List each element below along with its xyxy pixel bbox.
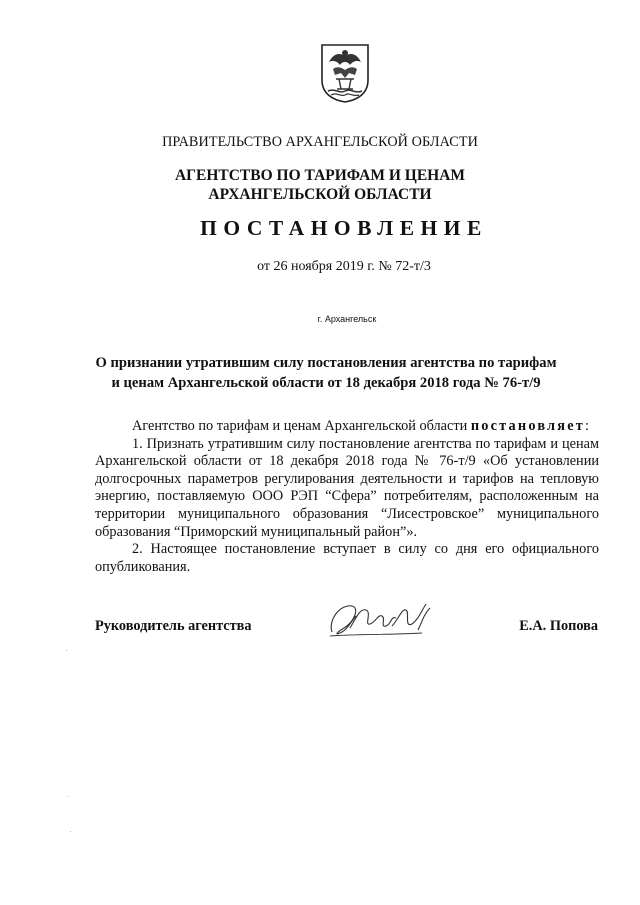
agency-name-line2: АРХАНГЕЛЬСКОЙ ОБЛАСТИ [208, 186, 432, 203]
document-date-number: от 26 ноября 2019 г. № 72-т/3 [257, 259, 431, 274]
document-body [95, 418, 599, 576]
government-name: ПРАВИТЕЛЬСТВО АРХАНГЕЛЬСКОЙ ОБЛАСТИ [162, 134, 478, 150]
preamble-colon: : [584, 418, 589, 434]
scan-speck [66, 650, 67, 651]
handwritten-signature [326, 598, 436, 640]
preamble-text: Агентство по тарифам и ценам Архангельской области [132, 418, 471, 434]
agency-name-line1: АГЕНТСТВО ПО ТАРИФАМ И ЦЕНАМ [174, 167, 466, 184]
item-1: 1. Признать утратившим силу постановление агентства по тарифам и ценам Архангельской области от 18 декабря 2018 года № 76-т/9 «Об установлении долгосрочных параметров регулирования деятельности и тарифов на тепловую энергию, поставляемую ООО РЭП “Сфера” потребителям, расположенным на территории муниципального образования “Лисестровское” муниципального образования “Приморский муниципальный район”». [95, 435, 599, 540]
document-title-line2: и ценам Архангельской области от 18 декабря 2018 года № 76-т/9 [111, 375, 541, 391]
document-city: г. Архангельск [317, 314, 377, 324]
coat-of-arms-icon [319, 42, 371, 104]
document-title-line1: О признании утратившим силу постановления агентства по тарифам [95, 355, 557, 371]
document-type: ПОСТАНОВЛЕНИЕ [200, 216, 488, 240]
item-2: 2. Настоящее постановление вступает в силу со дня его официального опубликования. [95, 541, 599, 575]
signatory-name: Е.А. Попова [519, 618, 598, 634]
document-title [0, 353, 640, 393]
signatory-position: Руководитель агентства [95, 618, 252, 634]
preamble [95, 418, 599, 436]
preamble-action: постановляет [470, 418, 585, 434]
agency-name [0, 166, 640, 204]
scan-speck [70, 831, 71, 832]
scan-speck [68, 796, 69, 797]
